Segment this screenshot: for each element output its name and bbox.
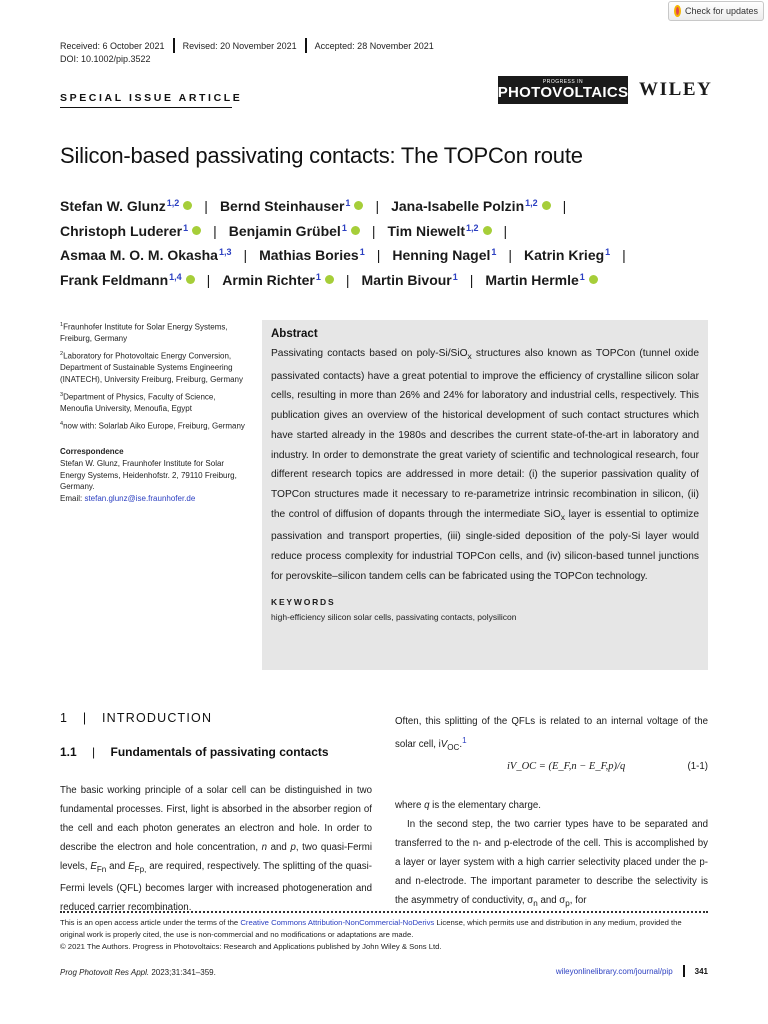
check-updates-icon <box>674 5 681 17</box>
orcid-icon[interactable] <box>483 226 492 235</box>
text-run: In the second step, the two carrier types have to be separated and transferred to the n- and p-electrode of the cell. This is accomplished by a layer or layer system with a high carrier selectivity placed under the p- and n-electrode. The important parameter to describe the selectivity is the asymmetry of conductivity, σ <box>395 819 708 906</box>
check-updates-label: Check for updates <box>684 6 758 16</box>
article-type: SPECIAL ISSUE ARTICLE <box>60 92 243 104</box>
paragraph <box>395 796 708 815</box>
abstract-box <box>262 320 708 670</box>
math-var: V <box>440 739 448 751</box>
abstract-heading: Abstract <box>271 328 318 340</box>
affiliation <box>60 349 250 386</box>
author-separator: | <box>243 247 248 263</box>
copyright: © 2021 The Authors. Progress in Photovoltaics: Research and Applications published by John Wiley & Sons Ltd. <box>60 942 442 951</box>
subscript: p <box>565 898 570 908</box>
author <box>362 272 458 288</box>
correspondence-email <box>60 493 250 505</box>
affiliation-number: 1 <box>60 322 64 328</box>
author <box>60 247 231 263</box>
math-var: E <box>128 861 135 872</box>
subscript: Fp, <box>134 864 147 874</box>
orcid-icon[interactable] <box>192 226 201 235</box>
email-label: Email: <box>60 494 85 504</box>
subsection-heading <box>60 745 329 759</box>
author-separator: | <box>469 271 474 288</box>
affiliation-number: 2 <box>60 351 64 358</box>
author-affiliation-ref[interactable]: 1,2 <box>166 198 180 208</box>
author-name: Armin Richter <box>222 271 315 288</box>
subscript: x <box>560 511 565 522</box>
author <box>485 272 597 288</box>
correspondence-heading: Correspondence <box>60 447 124 457</box>
author-affiliation-ref[interactable]: 1 <box>315 271 321 282</box>
text-run: This is an open access article under the terms of the <box>60 918 241 927</box>
paragraph <box>395 815 708 913</box>
orcid-icon[interactable] <box>354 201 363 210</box>
subscript: OC <box>447 743 460 753</box>
section-separator: | <box>82 711 88 725</box>
author <box>222 272 334 288</box>
author-affiliation-ref[interactable]: 1 <box>491 247 497 257</box>
license-text <box>60 917 708 941</box>
author-separator: | <box>508 247 513 263</box>
journal-url-link[interactable]: wileyonlinelibrary.com/journal/pip <box>555 966 673 976</box>
affiliation <box>60 419 250 432</box>
author-line <box>60 272 720 297</box>
author-affiliation-ref[interactable]: 1 <box>579 271 585 282</box>
keywords-heading: KEYWORDS <box>271 596 336 607</box>
math-var: n <box>261 842 268 853</box>
license-link[interactable]: Creative Commons Attribution-NonCommercial-NoDerivs <box>240 918 435 927</box>
author-name: Katrin Krieg <box>524 247 605 263</box>
article-type-underline <box>60 107 232 108</box>
body-paragraph <box>395 796 708 913</box>
text-run: . <box>459 739 463 751</box>
author-separator: | <box>204 198 208 214</box>
subscript: x <box>467 351 472 362</box>
affiliation <box>60 390 250 415</box>
author-name: Mathias Bories <box>259 247 359 263</box>
journal-logo-big: PHOTOVOLTAICS <box>497 84 629 101</box>
revised-date: Revised: 20 November 2021 <box>182 40 297 51</box>
author-affiliation-ref[interactable]: 1 <box>605 247 611 257</box>
article-dates <box>60 38 434 53</box>
text-run: , two quasi-Fermi levels, <box>60 842 373 872</box>
affiliation-text: now with: Solarlab Aiko Europe, Freiburg, Germany <box>63 421 245 431</box>
divider <box>305 38 307 53</box>
accepted-date: Accepted: 28 November 2021 <box>314 40 434 51</box>
author <box>60 272 195 288</box>
author <box>392 247 496 263</box>
page-number: 341 <box>694 966 708 976</box>
orcid-icon[interactable] <box>351 226 360 235</box>
author-separator: | <box>562 198 567 214</box>
author <box>60 223 201 239</box>
author-separator: | <box>503 222 508 239</box>
abstract-text-part: Passivating contacts based on poly-Si/SiO <box>271 348 468 359</box>
author-name: Asmaa M. O. M. Okasha <box>60 247 218 263</box>
author-name: Martin Bivour <box>361 271 452 288</box>
author-name: Frank Feldmann <box>60 271 169 288</box>
text-run: , for <box>569 895 587 906</box>
math-var: p <box>290 842 296 853</box>
author-affiliation-ref[interactable]: 1,2 <box>525 198 538 208</box>
orcid-icon[interactable] <box>186 275 195 284</box>
orcid-icon[interactable] <box>589 275 598 284</box>
affiliation-number: 4 <box>60 420 64 427</box>
equation <box>395 761 708 772</box>
section-heading <box>60 711 212 725</box>
equation-expression: iV_OC = (E_F,n − E_F,p)/q <box>507 761 626 772</box>
section-number: 1 <box>60 711 69 725</box>
keywords: high-efficiency silicon solar cells, passivating contacts, polysilicon <box>271 611 517 622</box>
affiliation-number: 3 <box>60 391 64 398</box>
math-var: q <box>424 800 430 811</box>
text-run: and <box>106 861 129 872</box>
author <box>229 223 360 239</box>
correspondence-text: Stefan W. Glunz, Fraunhofer Institute for Solar Energy Systems, Heidenhofstr. 2, 79110 Freiburg, Germany. <box>60 458 237 492</box>
author-separator: | <box>375 198 380 214</box>
author-affiliation-ref[interactable]: 1 <box>341 222 347 233</box>
affiliation-text: Laboratory for Photovoltaic Energy Conversion, Department of Sustainable Systems Engineering (INATECH), University Freiburg, Freiburg, Germany <box>60 351 243 385</box>
author-affiliation-ref[interactable]: 1 <box>345 198 351 208</box>
author-separator: | <box>371 222 376 239</box>
orcid-icon[interactable] <box>325 275 334 284</box>
author <box>387 223 491 239</box>
text-run: is the elementary charge. <box>429 800 541 811</box>
text-run: License, which permits use and distribution in any medium, provided the original work is properly cited, the use is non-commercial and no modifications or adaptations are made. <box>60 918 682 939</box>
author-affiliation-ref[interactable]: 1 <box>359 247 365 257</box>
email-link[interactable]: stefan.glunz@ise.fraunhofer.de <box>84 494 196 504</box>
author-affiliation-ref[interactable]: 1,4 <box>169 271 182 282</box>
abstract-text-part: layer is essential to optimize passivation and transport properties, (iii) single-sided deposition of the poly-Si layer would reduce process complexity for industrial TOPCon cells, and (iv) silicon-based tunnel junctions for perovskite–silicon tandem cells can be fabricated using the TOPCon technology. <box>271 508 699 582</box>
author <box>220 198 364 214</box>
affiliation-text: Fraunhofer Institute for Solar Energy Systems, Freiburg, Germany <box>60 322 228 344</box>
text-run: Often, this splitting of the QFLs is related to an internal voltage of the solar cell, i <box>395 716 708 751</box>
subsection-title: Fundamentals of passivating contacts <box>110 745 329 759</box>
author-affiliation-ref[interactable]: 1 <box>452 271 458 282</box>
abstract-text-part: structures also known as TOPCon (tunnel oxide passivated contacts) have a great potential to improve the efficiency of crystalline silicon solar cells, resulting in more than 26% and 24% for laboratory and industrial cells, respectively. This publication gives an overview of the historical development of such contact structures which have started already in the 1980s and describes the current state-of-the-art in laboratory and industry. In order to demonstrate the great variety of scientific and technological research, four different research topics are addressed in more detail: (i) the superior passivation quality of TOPCon structures made it necessary to re-parametrize intrinsic recombination in silicon, (ii) the control of diffusion of dopants through the intermediate SiO <box>271 348 699 520</box>
license-notice <box>60 917 708 953</box>
section-title: INTRODUCTION <box>101 711 213 725</box>
author-name: Stefan W. Glunz <box>60 198 166 214</box>
orcid-icon[interactable] <box>183 201 192 210</box>
author-separator: | <box>213 222 217 239</box>
text-run: and <box>267 842 291 853</box>
doi: DOI: 10.1002/pip.3522 <box>60 54 151 64</box>
journal-logo <box>498 76 628 104</box>
page-title: Silicon-based passivating contacts: The TOPCon route <box>60 143 583 168</box>
citation-journal: Prog Photovolt Res Appl. <box>60 968 150 977</box>
author-name: Jana-Isabelle Polzin <box>391 198 525 214</box>
author-line <box>60 198 720 223</box>
author-separator: | <box>345 271 350 288</box>
footer-right <box>556 965 708 977</box>
author-separator: | <box>376 247 381 263</box>
abstract-text <box>271 344 699 587</box>
text-run: and σ <box>537 895 566 906</box>
author-name: Martin Hermle <box>485 271 579 288</box>
affiliation <box>60 320 250 345</box>
reference-link[interactable]: 1 <box>462 736 467 745</box>
author <box>391 198 551 214</box>
subscript: Fn <box>96 864 107 874</box>
author-name: Henning Nagel <box>392 247 491 263</box>
author-name: Christoph Luderer <box>60 222 183 239</box>
body-paragraph <box>395 712 708 757</box>
publisher-logo: WILEY <box>639 79 713 100</box>
subscript: n <box>533 898 538 908</box>
author-affiliation-ref[interactable]: 1,3 <box>218 247 232 257</box>
footer-divider <box>60 911 708 914</box>
author-name: Tim Niewelt <box>387 222 466 239</box>
author-affiliation-ref[interactable]: 1 <box>183 222 189 233</box>
author-name: Bernd Steinhauser <box>219 198 345 214</box>
body-paragraph <box>60 781 372 917</box>
author-separator: | <box>206 271 211 288</box>
subsection-separator: | <box>92 745 96 759</box>
citation-details: 2023;31:341–359. <box>149 968 216 977</box>
text-run: where <box>395 800 425 811</box>
author <box>259 247 365 263</box>
author-line <box>60 247 720 272</box>
author-separator: | <box>622 247 626 263</box>
affiliation-text: Department of Physics, Faculty of Science, Menoufia University, Menoufia, Egypt <box>60 392 216 414</box>
citation <box>60 968 216 977</box>
author-list <box>60 198 720 296</box>
text-run: The basic working principle of a solar cell can be distinguished in two fundamental processes. First, light is absorbed in the absorber region of the cell and each photon generates an electron and hole. In order to describe the electron and hole concentration, <box>60 785 372 853</box>
author-name: Benjamin Grübel <box>228 222 341 239</box>
author-affiliation-ref[interactable]: 1,2 <box>466 222 479 233</box>
check-for-updates-button[interactable] <box>668 1 764 21</box>
affiliations <box>60 320 250 505</box>
journal-logo-small: PROGRESS IN <box>542 79 584 85</box>
subsection-number: 1.1 <box>60 745 77 759</box>
divider <box>173 38 175 53</box>
math-var: E <box>90 861 97 872</box>
orcid-icon[interactable] <box>542 201 551 210</box>
divider <box>683 965 685 977</box>
author-line <box>60 223 720 248</box>
received-date: Received: 6 October 2021 <box>60 40 165 51</box>
author <box>524 247 610 263</box>
equation-number: (1-1) <box>687 761 708 772</box>
author <box>60 198 192 214</box>
text-run: are required, respectively. The splitting of the quasi-Fermi levels (QFL) becomes larger with increased photogeneration and reduced carrier recombination. <box>60 861 372 913</box>
